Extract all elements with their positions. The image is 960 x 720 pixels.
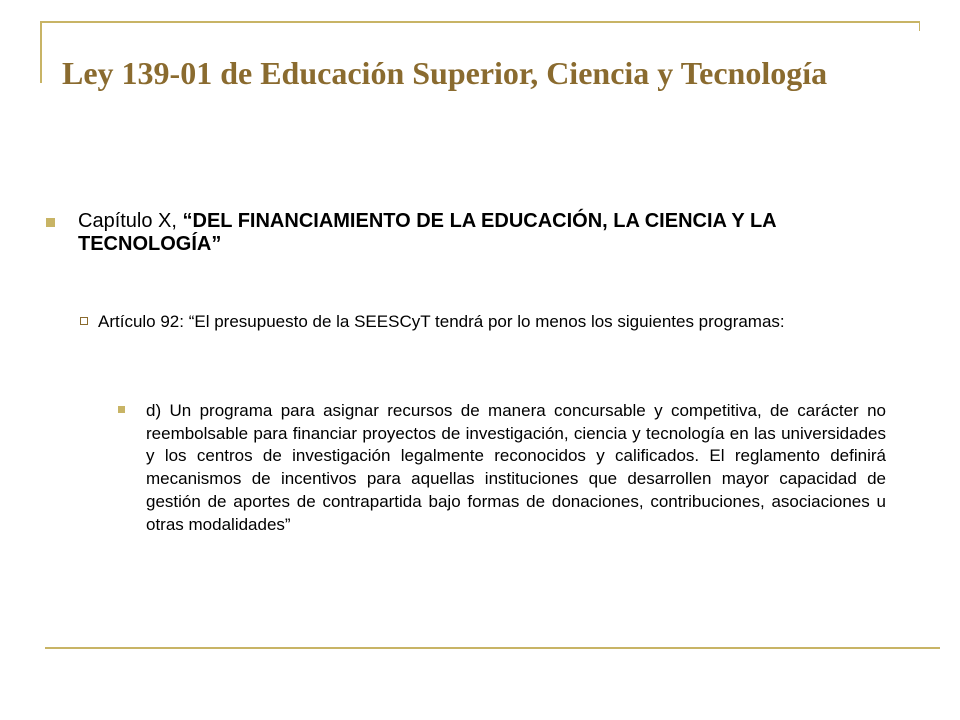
chapter-heading: “DEL FINANCIAMIENTO DE LA EDUCACIÓN, LA CIENCIA Y LA TECNOLOGÍA”	[78, 210, 776, 255]
article-bullet-item	[80, 311, 840, 332]
frame-top-line	[40, 21, 920, 23]
program-text: d) Un programa para asignar recursos de manera concursable y competitiva, de carácter no reembolsable para financiar proyectos de investigación, ciencia y tecnología en las universidades y los centros de investigación legalmente reconocidos y calificados. El reglamento definirá mecanismos de incentivos para aquellas instituciones que desarrollen mayor capacidad de gestión de aportes de contrapartida bajo formas de donaciones, contribuciones, asociaciones u otras modalidades”	[146, 401, 886, 534]
frame-left-line	[40, 21, 42, 83]
square-bullet-icon	[46, 218, 55, 227]
article-text: Artículo 92: “El presupuesto de la SEESCyT tendrá por lo menos los siguientes programas:	[98, 312, 785, 331]
chapter-prefix: Capítulo X,	[78, 210, 183, 232]
chapter-text	[78, 210, 846, 256]
hollow-square-bullet-icon	[80, 317, 88, 325]
chapter-bullet-item	[46, 210, 846, 256]
frame-right-tick	[919, 21, 920, 31]
square-bullet-icon	[118, 406, 125, 413]
frame-bottom-line	[45, 647, 940, 649]
program-bullet-item	[118, 400, 886, 536]
slide-title: Ley 139-01 de Educación Superior, Ciencia y Tecnología	[62, 55, 828, 91]
